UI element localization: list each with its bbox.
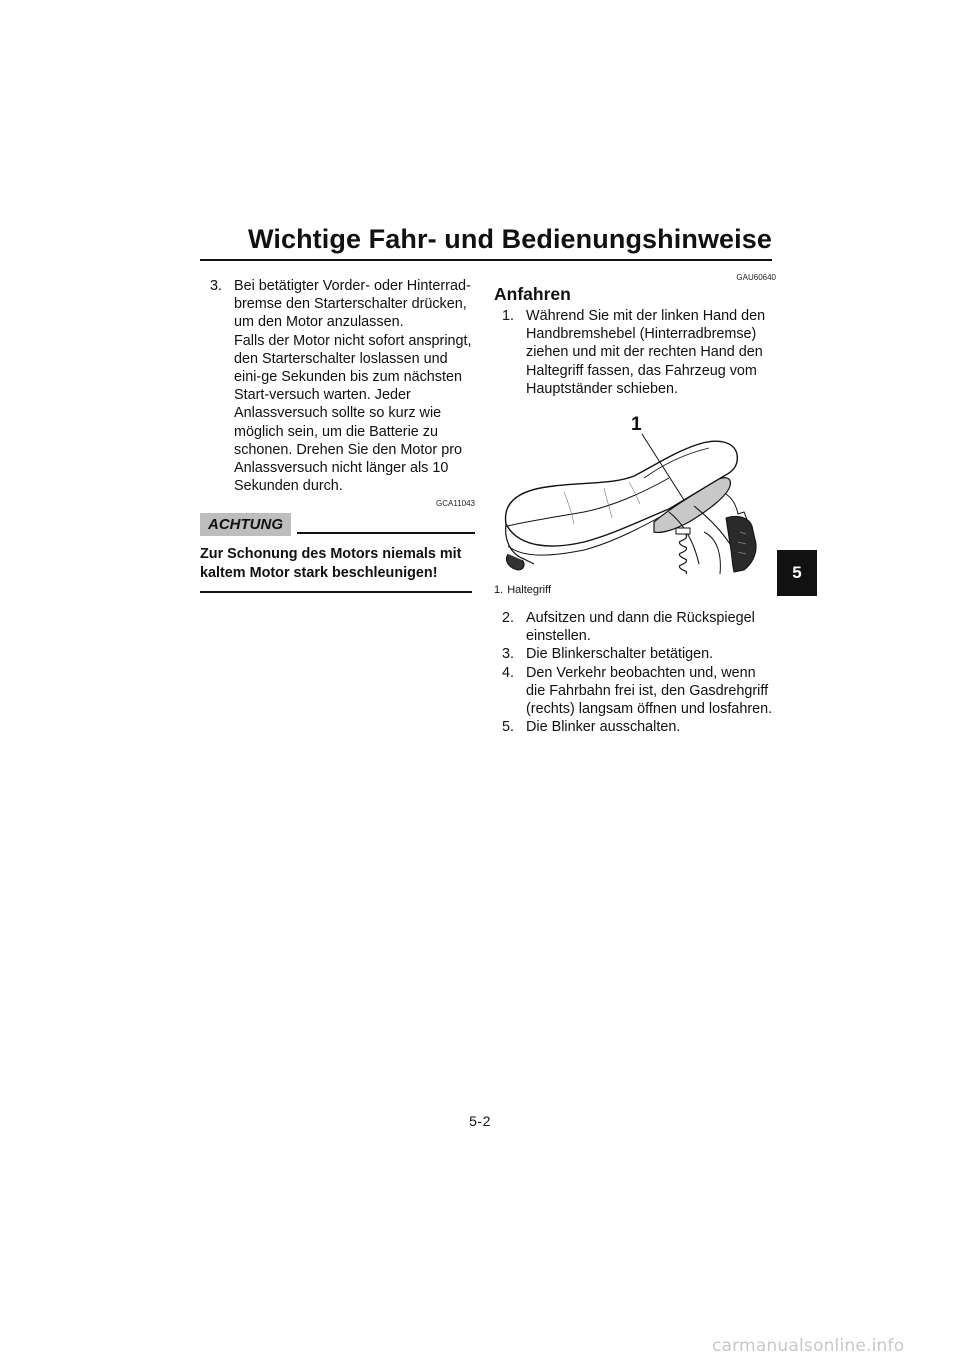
figure-scooter-seat [494,414,776,584]
list-item [502,645,776,663]
left-column [200,277,475,593]
scooter-seat-illustration [494,414,776,584]
step-text: Aufsitzen und dann die Rückspiegel einstellen. [526,610,755,645]
right-column [494,273,776,736]
page-number: 5-2 [469,1113,491,1129]
step-text: Die Blinkerschalter betätigen. [526,646,714,663]
figure-caption [494,584,776,597]
warning-text: Zur Schonung des Motors niemals mit kaltem Motor stark beschleunigen! [200,546,462,581]
chapter-tab: 5 [777,550,817,596]
watermark-link[interactable]: carmanualsonline.info [712,1336,905,1356]
step-number: 3. [210,278,223,294]
warning-code: GCA11043 [436,499,475,509]
warning-rule [297,532,475,534]
caption-number: 1. [494,584,504,597]
list-item [210,277,475,332]
step-number: 5. [502,719,515,736]
step-number: 2. [502,610,515,627]
caption-text: Haltegriff [507,584,552,597]
step-text: Den Verkehr beobachten und, wenn die Fahrbahn frei ist, den Gasdrehgriff (rechts) langsam öffnen und losfahren. [526,664,773,718]
step-text: Die Blinker ausschalten. [526,719,681,736]
title-rule [200,259,772,261]
page-title: Wichtige Fahr- und Bedienungshinweise [248,224,772,254]
figure-callout: 1 [631,414,642,436]
step-text: Bei betätigter Vorder- oder Hinterrad-bremse den Starterschalter drücken, um den Motor anzulassen. [234,278,471,331]
step-number: 3. [502,646,515,663]
step-number: 4. [502,664,515,681]
list-item [502,609,776,645]
list-item [502,664,776,719]
list-item [502,307,776,398]
step-text: Während Sie mit der linken Hand den Handbremshebel (Hinterradbremse) ziehen und mit der rechten Hand den Haltegriff fassen, das Fahrzeug vom Hauptständer schieben. [526,308,766,397]
warning-label: ACHTUNG [200,513,291,536]
step-number: 1. [502,308,515,324]
step-detail: Falls der Motor nicht sofort anspringt, den Starterschalter loslassen und eini-ge Sekunden bis zum nächsten Start-versuch warten. Jeder Anlassversuch sollte so kurz wie möglich sein, um die Batterie zu schonen. Drehen Sie den Motor pro Anlassversuch nicht länger als 10 Sekunden durch. [234,332,472,495]
warning-end-rule [200,591,472,593]
warning-header [200,513,475,536]
list-item [502,718,776,736]
section-title: Anfahren [494,284,571,304]
section-code: GAU60640 [736,273,776,282]
